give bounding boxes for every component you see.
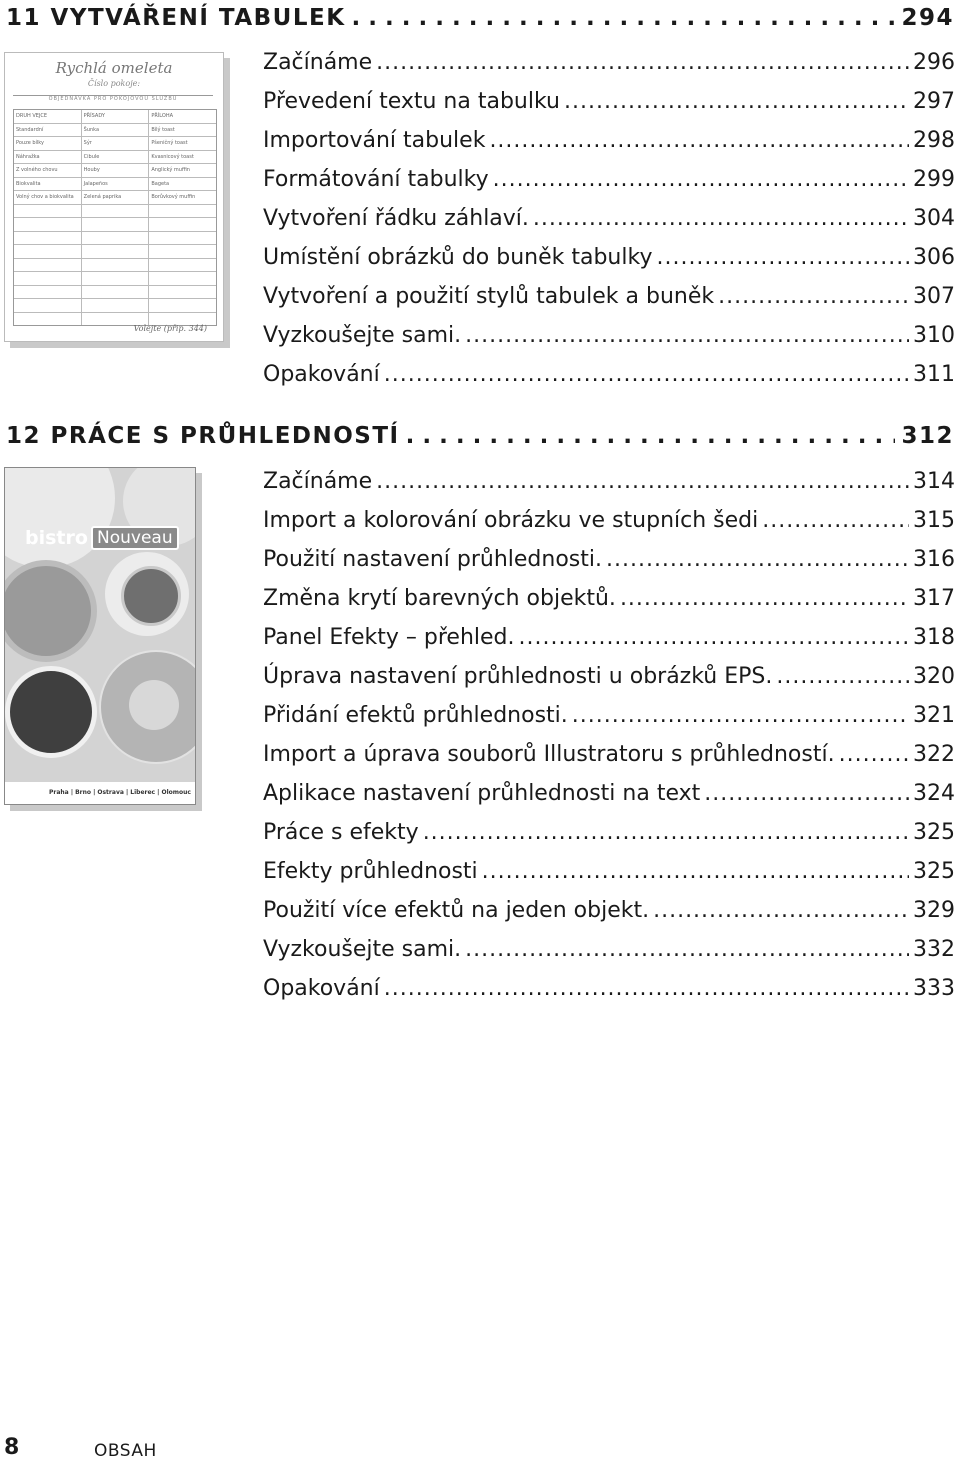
entry-title: Úprava nastavení průhlednosti u obrázků EPS. (263, 664, 773, 689)
dot-leader (465, 323, 909, 348)
chapter-12-entries (263, 462, 955, 1008)
entry-page: 329 (913, 898, 955, 923)
toc-entry[interactable] (263, 891, 955, 930)
entry-title: Vyzkoušejte sami. (263, 937, 462, 962)
grid-cell: Z volného chovu (14, 164, 82, 177)
entry-title: Importování tabulek (263, 128, 486, 153)
order-grid (13, 109, 217, 326)
dot-leader (376, 50, 909, 75)
grid-cell: Jalapeños (82, 178, 150, 191)
toc-entry[interactable] (263, 852, 955, 891)
entry-title: Začínáme (263, 50, 373, 75)
dot-leader (776, 664, 909, 689)
grid-cell: DRUH VEJCE (14, 110, 82, 123)
grid-row-empty (14, 205, 216, 219)
grid-cell: Cibule (82, 151, 150, 164)
decor-circle (129, 680, 179, 730)
entry-page: 299 (913, 167, 955, 192)
grid-cell: PŘÍLOHA (151, 113, 174, 119)
grid-cell: Borůvkový muffin (151, 194, 196, 200)
thumbnail-footer: Volejte (přip. 344) (133, 324, 207, 333)
thumbnail-subheading: Číslo pokoje: (87, 79, 141, 88)
toc-entry[interactable] (263, 501, 955, 540)
bistro-logo: bistro (25, 527, 88, 549)
entry-page: 307 (913, 284, 955, 309)
dot-leader (606, 547, 909, 572)
grid-row-empty (14, 232, 216, 246)
grid-cell: Pouze bílky (14, 137, 82, 150)
entry-title: Import a kolorování obrázku ve stupních šedi (263, 508, 759, 533)
chapter-title: 11 VYTVÁŘENÍ TABULEK (6, 5, 346, 31)
toc-entry[interactable] (263, 462, 955, 501)
entry-title: Umístění obrázků do buněk tabulky (263, 245, 653, 270)
bistro-logo-box: Nouveau (91, 526, 179, 550)
dot-leader (572, 703, 909, 728)
entry-page: 306 (913, 245, 955, 270)
dot-leader (482, 859, 909, 884)
grid-row-empty (14, 286, 216, 300)
grid-row (14, 191, 216, 205)
toc-entry[interactable] (263, 774, 955, 813)
chapter-11-heading (6, 4, 954, 32)
page-number: 8 (4, 1435, 20, 1460)
dot-leader (406, 422, 896, 450)
cities-strip: Praha | Brno | Ostrava | Liberec | Olomouc (5, 782, 195, 804)
entry-page: 322 (913, 742, 955, 767)
entry-page: 304 (913, 206, 955, 231)
entry-page: 332 (913, 937, 955, 962)
thumbnail-bar: OBJEDNÁVKA PRO POKOJOVOU SLUŽBU (13, 95, 213, 105)
bistro-thumbnail (4, 467, 196, 805)
dot-leader (493, 167, 909, 192)
decor-circle (121, 566, 181, 626)
toc-entry[interactable] (263, 238, 955, 277)
decor-circle (5, 666, 97, 758)
grid-cell: Kvasnicový toast (151, 153, 194, 160)
dot-leader (620, 586, 909, 611)
grid-cell: Zelená paprika (82, 191, 150, 204)
entry-page: 321 (913, 703, 955, 728)
grid-row (14, 178, 216, 192)
entry-title: Aplikace nastavení průhlednosti na text (263, 781, 701, 806)
entry-page: 311 (913, 362, 955, 387)
dot-leader (762, 508, 909, 533)
toc-entry[interactable] (263, 355, 955, 394)
toc-entry[interactable] (263, 969, 955, 1008)
grid-row (14, 164, 216, 178)
entry-page: 310 (913, 323, 955, 348)
toc-entry[interactable] (263, 316, 955, 355)
dot-leader (653, 898, 909, 923)
grid-cell: Šunka (82, 124, 150, 137)
entry-title: Vytvoření a použití stylů tabulek a buněk (263, 284, 715, 309)
entry-title: Import a úprava souborů Illustratoru s průhledností. (263, 742, 835, 767)
entry-page: 298 (913, 128, 955, 153)
entry-page: 318 (913, 625, 955, 650)
toc-entry[interactable] (263, 657, 955, 696)
entry-page: 296 (913, 50, 955, 75)
chapter-page: 294 (901, 5, 954, 31)
entry-page: 297 (913, 89, 955, 114)
grid-row-empty (14, 299, 216, 313)
entry-page: 317 (913, 586, 955, 611)
toc-entry[interactable] (263, 43, 955, 82)
entry-page: 333 (913, 976, 955, 1001)
entry-title: Formátování tabulky (263, 167, 489, 192)
grid-cell: Biokvalita (14, 178, 82, 191)
entry-title: Přidání efektů průhlednosti. (263, 703, 568, 728)
grid-cell: Standardní (14, 124, 82, 137)
dot-leader (352, 4, 896, 32)
section-label: OBSAH (94, 1441, 157, 1461)
grid-cell: Náhražka (14, 151, 82, 164)
entry-title: Použití více efektů na jeden objekt. (263, 898, 650, 923)
entry-title: Vyzkoušejte sami. (263, 323, 462, 348)
dot-leader (564, 89, 909, 114)
grid-cell: PŘÍSADY (82, 110, 150, 123)
grid-row (14, 151, 216, 165)
dot-leader (423, 820, 909, 845)
toc-entry[interactable] (263, 540, 955, 579)
dot-leader (718, 284, 909, 309)
grid-cell: Anglický muffin (151, 167, 190, 173)
entry-page: 316 (913, 547, 955, 572)
thumbnail-heading: Rychlá omeleta (55, 59, 173, 77)
grid-cell: Volný chov a biokvalita (14, 191, 82, 204)
entry-title: Převedení textu na tabulku (263, 89, 560, 114)
entry-title: Opakování (263, 976, 380, 1001)
toc-entry[interactable] (263, 618, 955, 657)
toc-entry[interactable] (263, 696, 955, 735)
entry-title: Vytvoření řádku záhlaví. (263, 206, 529, 231)
toc-entry[interactable] (263, 199, 955, 238)
dot-leader (489, 128, 909, 153)
entry-title: Začínáme (263, 469, 373, 494)
toc-entry[interactable] (263, 277, 955, 316)
chapter-page: 312 (901, 423, 954, 449)
toc-entry[interactable] (263, 735, 955, 774)
order-form-thumbnail (4, 52, 224, 342)
entry-page: 320 (913, 664, 955, 689)
grid-cell: Bageta (151, 180, 170, 187)
decor-circle (4, 467, 115, 568)
grid-cell: Sýr (82, 137, 150, 150)
grid-row-empty (14, 218, 216, 232)
toc-entry[interactable] (263, 121, 955, 160)
entry-page: 315 (913, 508, 955, 533)
entry-title: Změna krytí barevných objektů. (263, 586, 616, 611)
entry-title: Použití nastavení průhlednosti. (263, 547, 602, 572)
grid-row (14, 124, 216, 138)
dot-leader (384, 362, 909, 387)
entry-title: Práce s efekty (263, 820, 419, 845)
grid-row-empty (14, 245, 216, 259)
chapter-12-heading (6, 422, 954, 450)
entry-title: Opakování (263, 362, 380, 387)
entry-title: Panel Efekty – přehled. (263, 625, 515, 650)
grid-row-empty (14, 272, 216, 286)
toc-entry[interactable] (263, 82, 955, 121)
dot-leader (839, 742, 909, 767)
grid-cell: Bílý toast (151, 126, 175, 133)
toc-entry[interactable] (263, 160, 955, 199)
dot-leader (533, 206, 909, 231)
dot-leader (704, 781, 909, 806)
dot-leader (384, 976, 909, 1001)
toc-entry[interactable] (263, 813, 955, 852)
toc-entry[interactable] (263, 930, 955, 969)
decor-circle (4, 560, 97, 662)
grid-header-row (14, 110, 216, 124)
dot-leader (465, 937, 909, 962)
grid-row (14, 137, 216, 151)
grid-row-empty (14, 259, 216, 273)
entry-title: Efekty průhlednosti (263, 859, 478, 884)
dot-leader (656, 245, 909, 270)
chapter-11-entries (263, 43, 955, 394)
chapter-title: 12 PRÁCE S PRŮHLEDNOSTÍ (6, 423, 400, 449)
entry-page: 325 (913, 820, 955, 845)
dot-leader (376, 469, 909, 494)
entry-page: 325 (913, 859, 955, 884)
dot-leader (519, 625, 909, 650)
toc-entry[interactable] (263, 579, 955, 618)
grid-cell: Houby (82, 164, 150, 177)
grid-cell: Pšeničný toast (151, 140, 188, 146)
entry-page: 314 (913, 469, 955, 494)
entry-page: 324 (913, 781, 955, 806)
